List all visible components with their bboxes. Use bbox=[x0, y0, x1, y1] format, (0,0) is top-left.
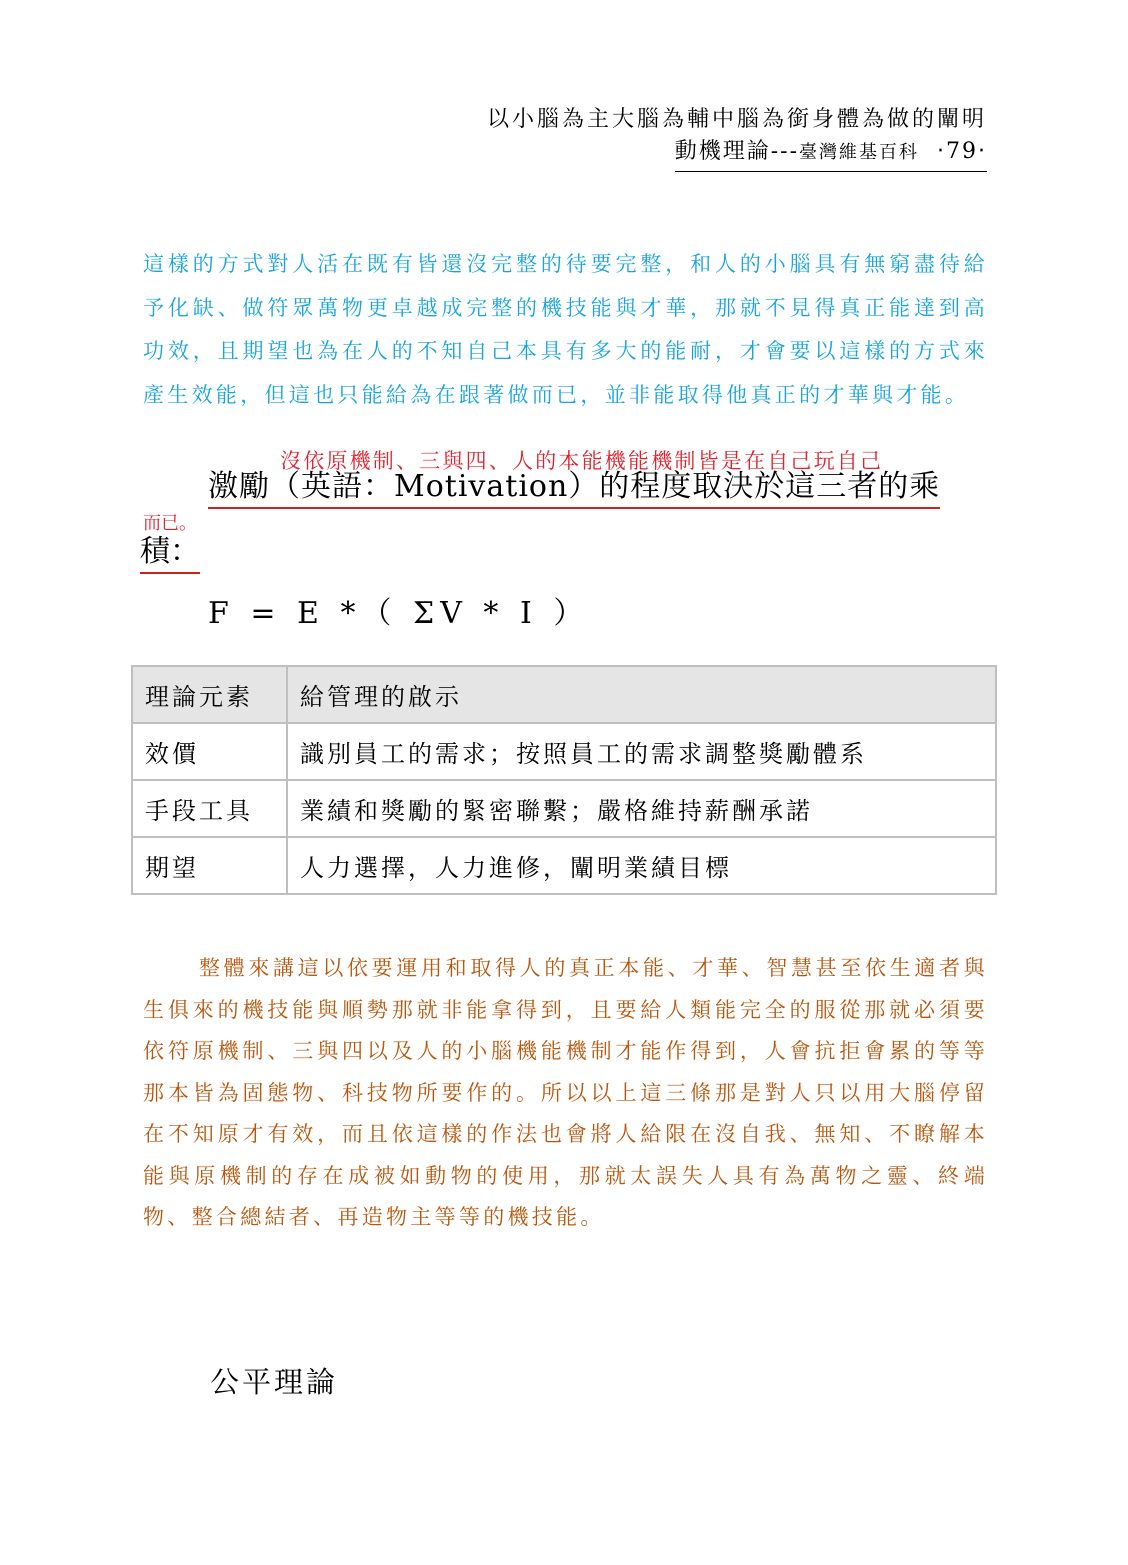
table-cell: 業績和獎勵的緊密聯繫；嚴格維持薪酬承諾 bbox=[287, 780, 996, 837]
table-cell: 手段工具 bbox=[132, 780, 287, 837]
theory-table bbox=[131, 665, 997, 895]
table-cell: 期望 bbox=[132, 837, 287, 894]
section-title: 公平理論 bbox=[210, 1365, 339, 1399]
header-title: 以小腦為主大腦為輔中腦為銜身體為做的闡明 bbox=[486, 107, 987, 132]
table-header-cell: 理論元素 bbox=[132, 666, 287, 723]
red-annotation-line2: 而已。 bbox=[143, 513, 197, 534]
table-cell: 效價 bbox=[132, 723, 287, 780]
table-row bbox=[132, 723, 996, 780]
page-header bbox=[487, 104, 987, 172]
orange-commentary-paragraph: 整體來講這以依要運用和取得人的真正本能、才華、智慧甚至依生適者與生俱來的機技能與順勢那就非能拿得到，且要給人類能完全的服從那就必須要依符原機制、三與四以及人的小腦機能機制才能作得到，人會抗拒會累的等等那本皆為固態物、科技物所要作的。所以以上這三條那是對人只以用大腦停留在不知原才有效，而且依這樣的作法也會將人給限在沒自我、無知、不瞭解本能與原機制的存在成被如動物的使用，那就太誤失人具有為萬物之靈、終端物、整合總結者、再造物主等等的機技能。 bbox=[143, 956, 988, 1229]
cyan-commentary-paragraph: 這樣的方式對人活在既有皆還沒完整的待要完整，和人的小腦具有無窮盡待給予化缺、做符眾萬物更卓越成完整的機技能與才華，那就不見得真正能達到高功效，且期望也為在人的不知自己本具有多大的能耐，才會要以這樣的方式來產生效能，但這也只能給為在跟著做而已，並非能取得他真正的才華與才能。 bbox=[143, 252, 988, 407]
table-cell: 人力選擇，人力進修，闡明業績目標 bbox=[287, 837, 996, 894]
red-annotation-line1: 沒依原機制、三與四、人的本能機能機制皆是在自己玩自己 bbox=[280, 449, 884, 473]
motivation-definition-end: 積： bbox=[140, 532, 200, 574]
header-subtitle-source: 臺灣維基百科 bbox=[799, 142, 920, 163]
table-row bbox=[132, 837, 996, 894]
table-row bbox=[132, 780, 996, 837]
page-number: ‧79‧ bbox=[937, 139, 987, 164]
motivation-definition: 激勵（英語：Motivation）的程度取決於這三者的乘 bbox=[208, 467, 940, 509]
table-header-cell: 給管理的啟示 bbox=[287, 666, 996, 723]
table-header-row bbox=[132, 666, 996, 723]
header-subtitle bbox=[675, 136, 987, 172]
header-subtitle-main: 動機理論--- bbox=[674, 139, 800, 164]
table-cell: 識別員工的需求；按照員工的需求調整獎勵體系 bbox=[287, 723, 996, 780]
motivation-formula: F = E *（ ΣV * I ） bbox=[208, 596, 590, 631]
